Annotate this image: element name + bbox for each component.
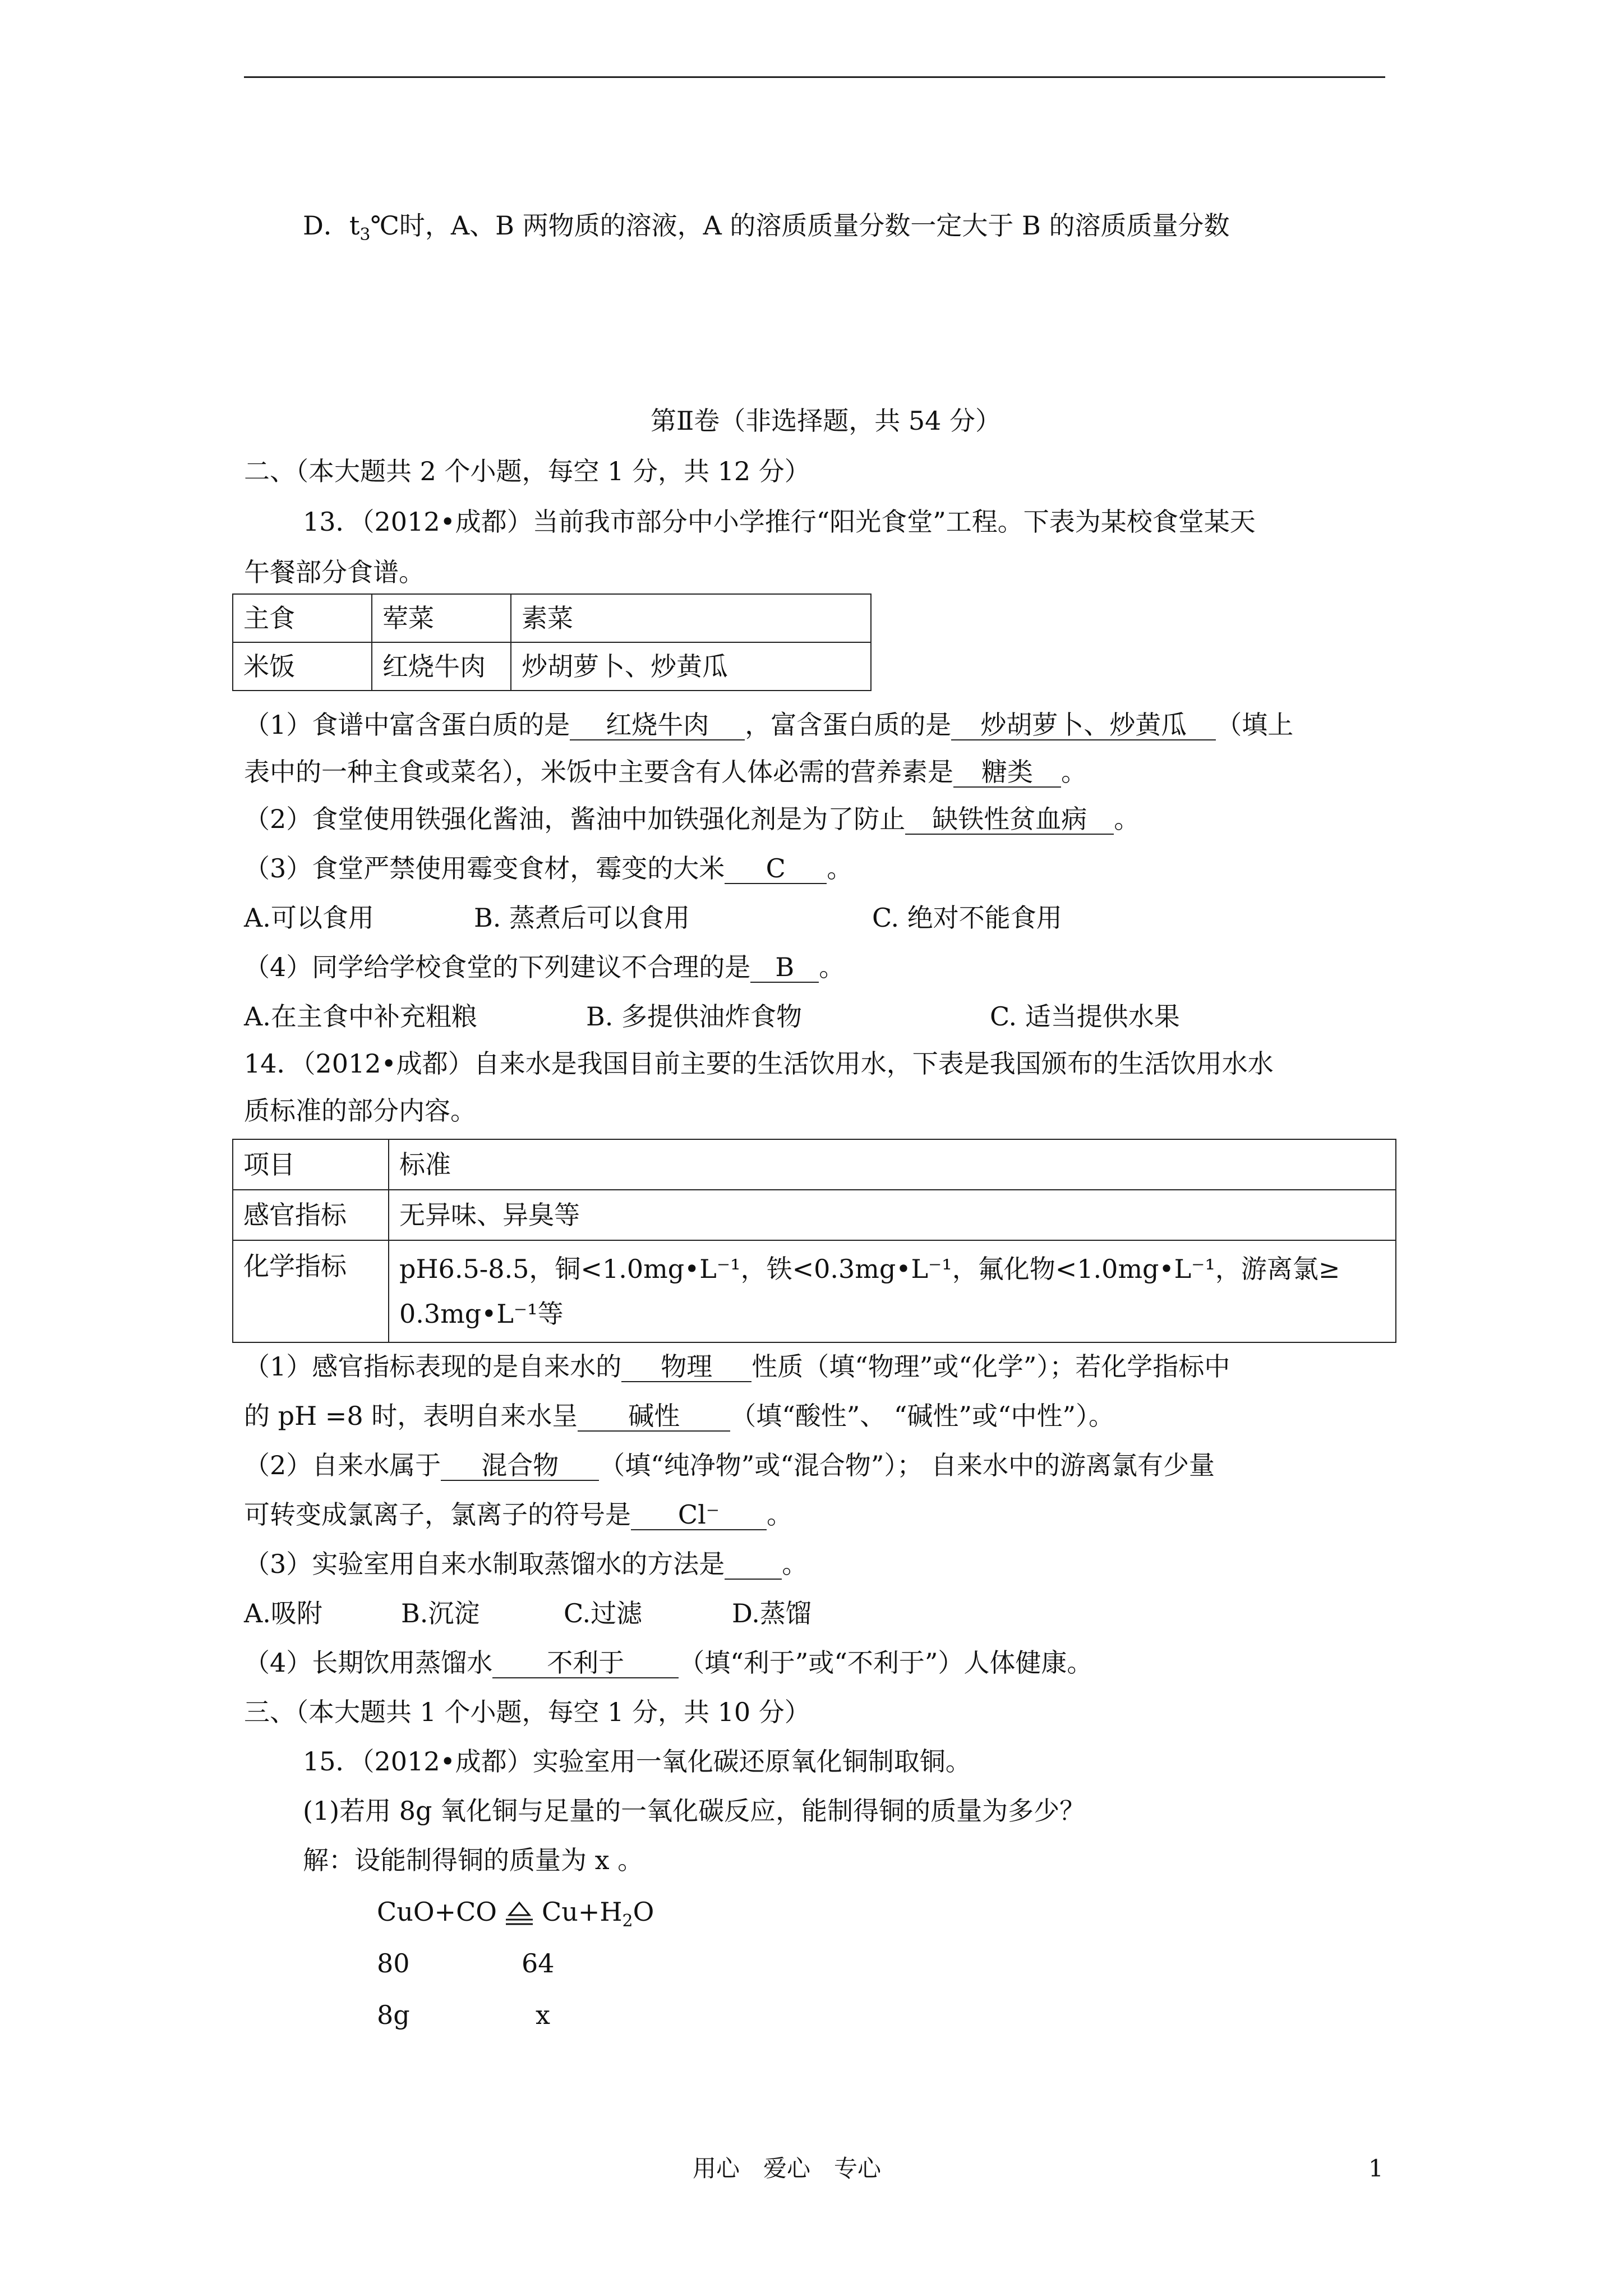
q13-answer-suggestion: B: [750, 953, 819, 983]
q14-line1: 14．（2012•成都）自来水是我国目前主要的生活饮用水，下表是我国颁布的生活饮用水水: [244, 1048, 1274, 1079]
q13-line1: 13．（2012•成都）当前我市部分中小学推行“阳光食堂”工程。下表为某校食堂某天: [303, 507, 1256, 537]
q14-table-row: [233, 1190, 1396, 1240]
q13-menu-table: [232, 593, 872, 691]
q13-table-cell: 米饭: [233, 642, 372, 691]
q14-sub2-line1: [244, 1448, 1215, 1482]
q14-sub1-text: 性质（填“物理”或“化学”）；若化学指标中: [751, 1351, 1230, 1382]
q14-table-cell-chemical: [389, 1240, 1396, 1342]
q13-sub2-text: （2）食堂使用铁强化酱油，酱油中加铁强化剂是为了防止: [244, 804, 906, 834]
q14-answer-blank: [725, 1549, 782, 1580]
q15-equation-products: Cu+H: [542, 1897, 623, 1927]
q13-table-cell: 炒胡萝卜、炒黄瓜: [511, 642, 871, 691]
section2-title: 二、（本大题共 2 个小题，每空 1 分，共 12 分）: [244, 456, 810, 486]
q14-answer-health: 不利于: [492, 1648, 679, 1678]
q14-sub2-text: （2）自来水属于: [244, 1450, 441, 1480]
q13-sub1-text: （填上: [1216, 710, 1294, 740]
q13-answer-nutrient: 糖类: [953, 757, 1061, 788]
q15-mass-64: 64: [522, 1948, 555, 1978]
q14-table-cell: 标准: [389, 1139, 1396, 1190]
q14-table-header-row: [233, 1139, 1396, 1190]
heat-equals-icon: [505, 1901, 534, 1927]
section3-title: 三、（本大题共 1 个小题，每空 1 分，共 10 分）: [244, 1697, 810, 1727]
q13-table-header-row: [233, 594, 871, 642]
option-d-subscript: 3: [359, 225, 371, 245]
q14-answer-mixture: 混合物: [441, 1451, 599, 1481]
q13-sub3-option-c: C. 绝对不能食用: [872, 903, 1062, 933]
q13-sub1-text: 。: [1061, 757, 1087, 787]
q15-given-mass: 8g: [377, 2000, 410, 2030]
q13-sub4: [244, 950, 845, 984]
q13-line2: 午餐部分食谱。: [244, 557, 425, 587]
q14-standards-table: [232, 1139, 1396, 1343]
q14-sub3-option-b: B.沉淀: [401, 1598, 480, 1628]
q13-sub4-option-a: A.在主食中补充粗粮: [244, 1001, 477, 1032]
q14-sub1-line1: [244, 1350, 1230, 1383]
q14-sub1-text: （1）感官指标表现的是自来水的: [244, 1351, 622, 1382]
q13-sub4-text: 。: [819, 952, 845, 982]
q14-chemical-line2: 0.3mg•L⁻¹等: [399, 1299, 564, 1329]
option-d: [303, 209, 1229, 252]
q13-sub4-option-b: B. 多提供油炸食物: [586, 1001, 803, 1032]
q13-sub1-text: （1）食谱中富含蛋白质的是: [244, 710, 570, 740]
q15-mass-80: 80: [377, 1948, 410, 1978]
q13-table-cell: 荤菜: [372, 594, 511, 642]
q13-sub3-option-a: A.可以食用: [244, 903, 374, 933]
q14-line2: 质标准的部分内容。: [244, 1096, 476, 1126]
q13-sub1-text: 表中的一种主食或菜名），米饭中主要含有人体必需的营养素是: [244, 757, 953, 787]
q14-sub3-text: （3）实验室用自来水制取蒸馏水的方法是: [244, 1549, 725, 1579]
q14-sub3-text: 。: [782, 1549, 808, 1579]
q14-sub3-option-a: A.吸附: [244, 1598, 322, 1628]
page-number: 1: [1368, 2155, 1384, 2182]
q15-line2: (1)若用 8g 氧化铜与足量的一氧化碳反应，能制得铜的质量为多少？: [303, 1796, 1086, 1826]
q14-sub1-line2: [244, 1399, 1114, 1433]
q15-line1: 15．（2012•成都）实验室用一氧化碳还原氧化铜制取铜。: [303, 1746, 971, 1777]
q14-table-row: [233, 1240, 1396, 1342]
q13-answer-anemia: 缺铁性贫血病: [905, 804, 1114, 835]
q13-table-cell: 红烧牛肉: [372, 642, 511, 691]
q14-sub4: [244, 1646, 1092, 1680]
q15-equation-reactants: CuO+CO: [377, 1897, 497, 1927]
q14-answer-alkaline: 碱性: [578, 1401, 730, 1432]
q15-unknown-x: x: [536, 2000, 550, 2030]
q14-sub2-text: 可转变成氯离子，氯离子的符号是: [244, 1499, 631, 1530]
q14-table-cell: 项目: [233, 1139, 389, 1190]
q13-sub4-option-c: C. 适当提供水果: [990, 1001, 1180, 1032]
q13-answer-rice: C: [725, 854, 827, 884]
footer-motto: 用心 爱心 专心: [693, 2155, 882, 2182]
part2-title: 第Ⅱ卷（非选择题，共 54 分）: [651, 406, 1002, 436]
q14-chemical-line1: pH6.5-8.5，铜<1.0mg•L⁻¹，铁<0.3mg•L⁻¹，氟化物<1.0mg•L⁻¹，游离氯≥: [399, 1254, 1340, 1284]
q14-answer-chloride: Cl⁻: [631, 1500, 767, 1530]
q14-table-cell: 化学指标: [233, 1240, 389, 1342]
q14-answer-property: 物理: [621, 1352, 751, 1382]
q14-sub2-text: 。: [767, 1499, 792, 1530]
q14-sub2-line2: [244, 1498, 792, 1531]
q15-equation-products-tail: O: [633, 1897, 654, 1927]
q14-sub3: [244, 1547, 808, 1581]
q13-table-cell: 主食: [233, 594, 372, 642]
q13-sub3-text: （3）食堂严禁使用霉变食材，霉变的大米: [244, 853, 725, 884]
q13-sub3-option-b: B. 蒸煮后可以食用: [474, 903, 690, 933]
q14-sub2-text: （填“纯净物”或“混合物”）； 自来水中的游离氯有少量: [599, 1450, 1215, 1480]
q13-sub1-line2: [244, 755, 1087, 789]
q13-sub2-text: 。: [1114, 804, 1140, 834]
q13-sub4-text: （4）同学给学校食堂的下列建议不合理的是: [244, 952, 751, 982]
header-rule: [244, 76, 1385, 78]
q14-sub4-text: （填“利于”或“不利于”）人体健康。: [679, 1648, 1093, 1678]
q14-sub3-option-d: D.蒸馏: [732, 1598, 811, 1628]
q13-sub2: [244, 802, 1140, 836]
q14-sub1-text: （填“酸性”、 “碱性”或“中性”）。: [730, 1401, 1114, 1431]
q14-sub1-text: 的 pH =8 时，表明自来水呈: [244, 1401, 578, 1431]
q14-table-cell: 无异味、异臭等: [389, 1190, 1396, 1240]
q13-sub1-text: ，富含蛋白质的是: [745, 710, 952, 740]
q15-equation: [377, 1895, 654, 1938]
q15-line3: 解：设能制得铜的质量为 x 。: [303, 1845, 644, 1875]
q13-sub1-line1: [244, 708, 1293, 742]
q14-table-cell: 感官指标: [233, 1190, 389, 1240]
option-d-text: ℃时，A、B 两物质的溶液，A 的溶质质量分数一定大于 B 的溶质质量分数: [370, 210, 1230, 241]
q13-table-cell: 素菜: [511, 594, 871, 642]
q13-answer-vegetable: 炒胡萝卜、炒黄瓜: [951, 710, 1216, 740]
q15-equation-subscript: 2: [622, 1911, 633, 1931]
q13-sub3-text: 。: [827, 853, 853, 884]
q13-sub3: [244, 852, 852, 885]
q14-sub3-option-c: C.过滤: [564, 1598, 643, 1628]
q13-table-row: [233, 642, 871, 691]
option-d-prefix: D．t: [303, 210, 360, 241]
q14-sub4-text: （4）长期饮用蒸馏水: [244, 1648, 493, 1678]
q13-answer-protein: 红烧牛肉: [570, 710, 745, 740]
